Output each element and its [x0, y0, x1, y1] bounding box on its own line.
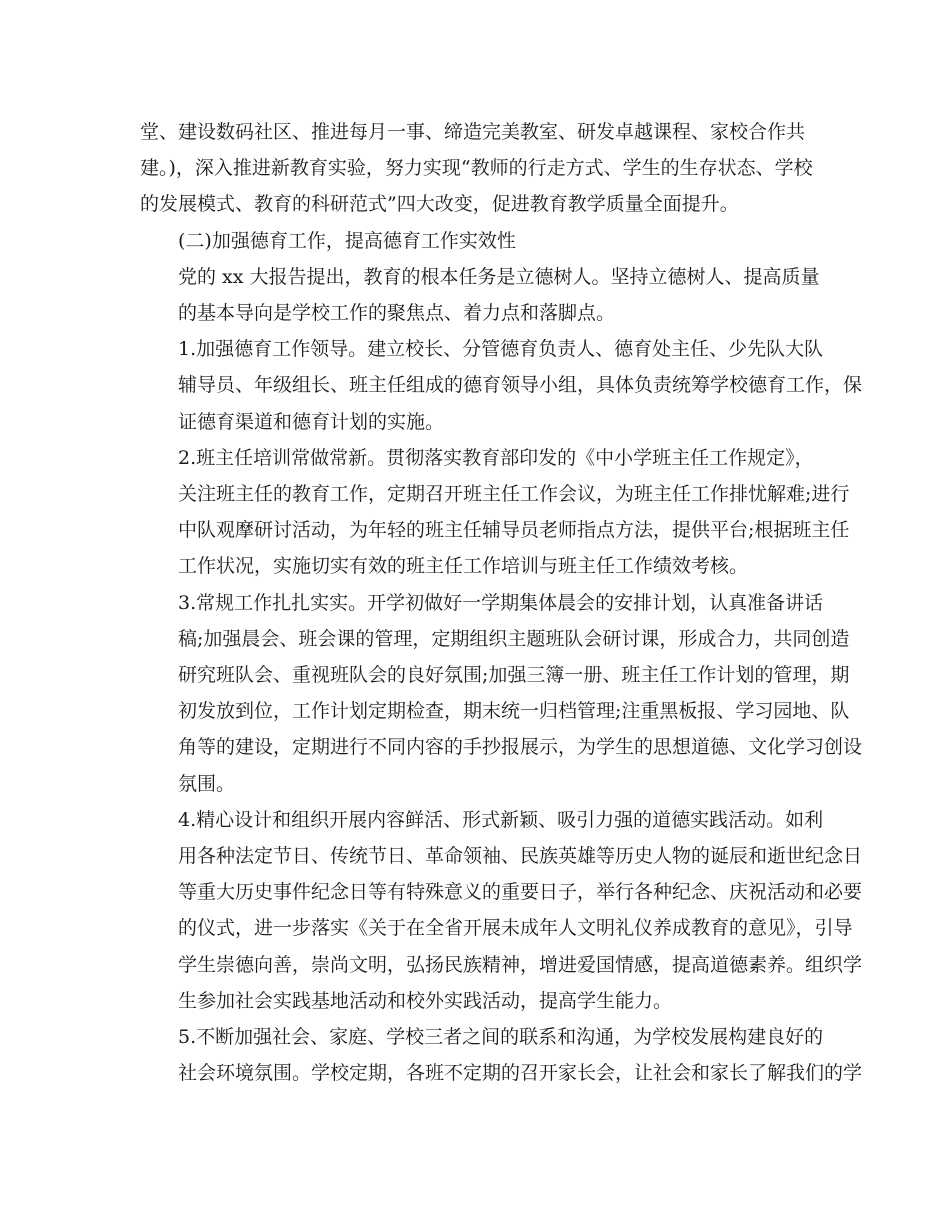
text-line: 2.班主任培训常做常新。贯彻落实教育部印发的《中小学班主任工作规定》，	[178, 446, 814, 469]
text-line: 用各种法定节日、传统节日、革命领袖、民族英雄等历史人物的诞辰和逝世纪念日	[178, 845, 863, 868]
text-line: 稿;加强晨会、班会课的管理，定期组织主题班队会研讨课，形成合力，共同创造	[178, 627, 850, 650]
text-line: 氛围。	[178, 772, 236, 795]
text-line: 的基本导向是学校工作的聚焦点、着力点和落脚点。	[178, 302, 616, 325]
paragraph-item-4	[140, 802, 863, 1019]
text-line: 党的 xx 大报告提出，教育的根本任务是立德树人。坚持立德树人、提高质量	[178, 265, 820, 288]
paragraph-continuation	[140, 114, 812, 223]
text-line: 初发放到位，工作计划定期检查，期末统一归档管理;注重黑板报、学习园地、队	[178, 700, 850, 723]
text-line: 辅导员、年级组长、班主任组成的德育领导小组，具体负责统筹学校德育工作，保	[178, 374, 863, 397]
text-line: 1.加强德育工作领导。建立校长、分管德育负责人、德育处主任、少先队大队	[178, 338, 824, 361]
text-line: 中队观摩研讨活动，为年轻的班主任辅导员老师指点方法，提供平台;根据班主任	[178, 519, 850, 542]
paragraph-item-1	[140, 331, 863, 440]
paragraph-item-3	[140, 585, 863, 802]
text-line: 工作状况，实施切实有效的班主任工作培训与班主任工作绩效考核。	[178, 555, 749, 578]
text-line: 等重大历史事件纪念日等有特殊意义的重要日子，举行各种纪念、庆祝活动和必要	[178, 881, 863, 904]
text-line: 堂、建设数码社区、推进每月一事、缔造完美教室、研发卓越课程、家校合作共	[140, 121, 806, 143]
text-line: 4.精心设计和组织开展内容鲜活、形式新颖、吸引力强的道德实践活动。如利	[178, 808, 824, 831]
text-line: 社会环境氛围。学校定期，各班不定期的召开家长会，让社会和家长了解我们的学	[178, 1062, 863, 1085]
heading-line: (二)加强德育工作，提高德育工作实效性	[178, 229, 516, 252]
text-line: 研究班队会、重视班队会的良好氛围;加强三簿一册、班主任工作计划的管理，期	[178, 664, 850, 687]
paragraph-item-5	[140, 1019, 863, 1091]
text-line: 的发展模式、教育的科研范式”四大改变，促进教育教学质量全面提升。	[140, 193, 739, 216]
text-line: 关注班主任的教育工作，定期召开班主任工作会议，为班主任工作排忧解难;进行	[178, 483, 850, 506]
paragraph-intro	[140, 259, 820, 331]
document-body	[140, 114, 863, 1091]
text-line: 角等的建设，定期进行不同内容的手抄报展示，为学生的思想道德、文化学习创设	[178, 736, 863, 759]
text-line: 5.不断加强社会、家庭、学校三者之间的联系和沟通，为学校发展构建良好的	[178, 1026, 824, 1049]
text-line: 3.常规工作扎扎实实。开学初做好一学期集体晨会的安排计划，认真准备讲话	[178, 591, 824, 614]
text-line: 的仪式，进一步落实《关于在全省开展未成年人文明礼仪养成教育的意见》，引导	[178, 917, 853, 940]
section-heading	[140, 223, 812, 259]
text-line: 证德育渠道和德育计划的实施。	[178, 410, 445, 433]
text-line: 生参加社会实践基地活动和校外实践活动，提高学生能力。	[178, 989, 673, 1012]
paragraph-item-2	[140, 440, 850, 585]
text-line: 建。)，深入推进新教育实验，努力实现“教师的行走方式、学生的生存状态、学校	[140, 157, 813, 180]
text-line: 学生崇德向善，崇尚文明，弘扬民族精神，增进爱国情感，提高道德素养。组织学	[178, 953, 863, 976]
